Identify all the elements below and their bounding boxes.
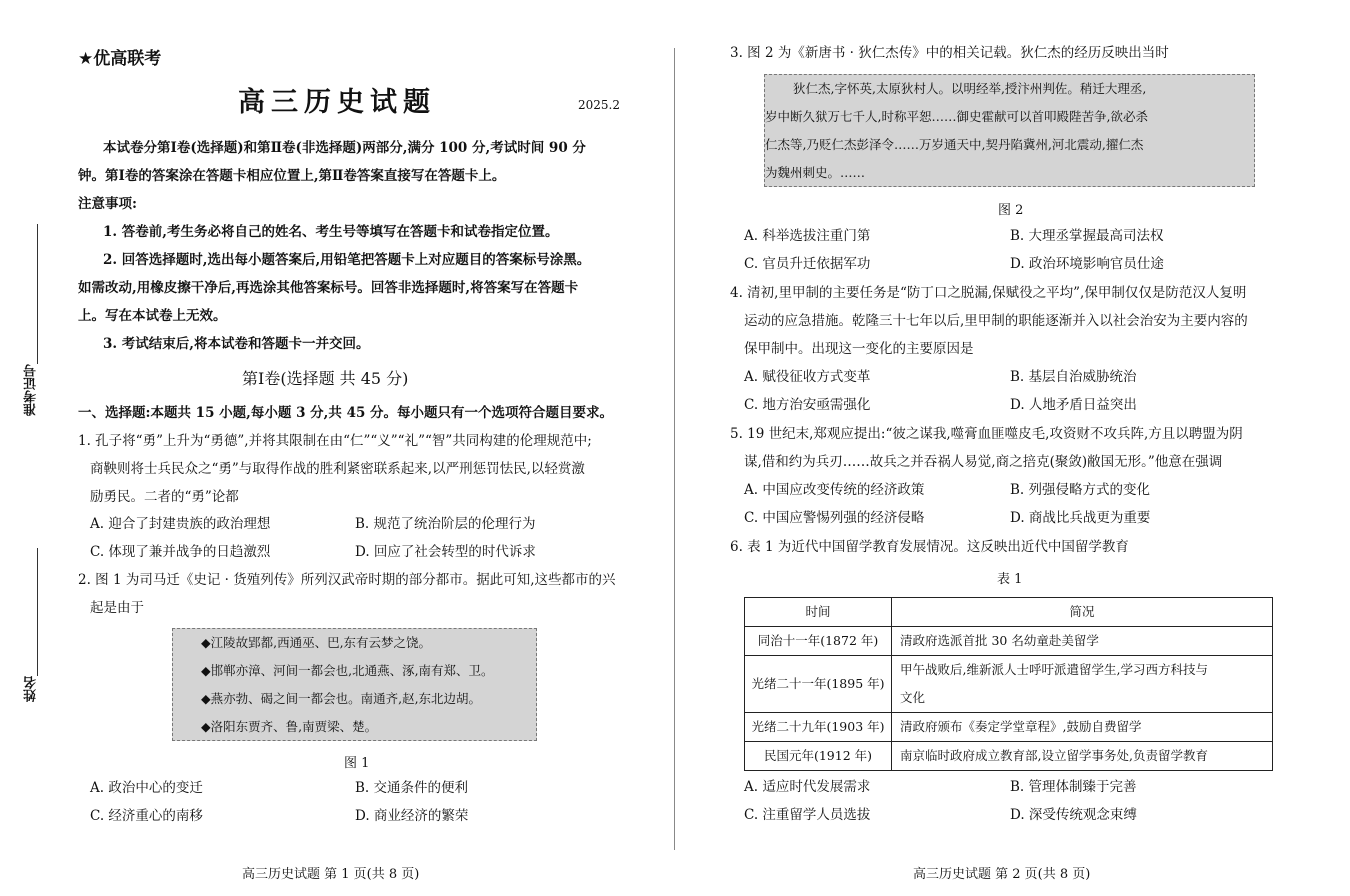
q1-option-c[interactable]: C. 体现了兼并战争的日趋激烈 — [90, 544, 271, 560]
table-cell: 清政府颁布《奏定学堂章程》,鼓励自费留学 — [892, 713, 1273, 742]
q5-stem: 5. 19 世纪末,郑观应提出:“彼之谋我,噬膏血匪噬皮毛,攻资财不攻兵阵,方且以聘盟为阴 — [730, 426, 1243, 442]
figure-1-line: ◆邯郸亦漳、河间一都会也,北通燕、涿,南有郑、卫。 — [201, 663, 494, 678]
q6-option-b[interactable]: B. 管理体制臻于完善 — [1010, 779, 1137, 795]
notice-item: 上。写在本试卷上无效。 — [78, 308, 227, 324]
table-cell: 光绪二十九年(1903 年) — [745, 713, 892, 742]
section-instructions: 一、选择题:本题共 15 小题,每小题 3 分,共 45 分。每小题只有一个选项符合题目要求。 — [78, 405, 614, 421]
q2-option-a[interactable]: A. 政治中心的变迁 — [90, 780, 203, 796]
q1-option-d[interactable]: D. 回应了社会转型的时代诉求 — [355, 544, 536, 560]
table-header-row — [745, 598, 1273, 627]
q1-stem: 商鞅则将士兵民众之“勇”与取得作战的胜利紧密联系起来,以严刑惩罚怯民,以轻赏激 — [90, 461, 585, 477]
notice-item: 2. 回答选择题时,选出每小题答案后,用铅笔把答题卡上对应题目的答案标号涂黑。 — [103, 252, 591, 268]
q4-option-b[interactable]: B. 基层自治威胁统治 — [1010, 369, 1137, 385]
q2-stem: 起是由于 — [90, 600, 144, 616]
q5-option-c[interactable]: C. 中国应警惕列强的经济侵略 — [744, 510, 925, 526]
page-footer-left: 高三历史试题 第 1 页(共 8 页) — [242, 867, 420, 882]
q2-option-d[interactable]: D. 商业经济的繁荣 — [355, 808, 469, 824]
q1-stem: 1. 孔子将“勇”上升为“勇德”,并将其限制在由“仁”“义”“礼”“智”共同构建的伦理规范中; — [78, 433, 592, 449]
q3-option-d[interactable]: D. 政治环境影响官员仕途 — [1010, 256, 1164, 272]
q6-option-c[interactable]: C. 注重留学人员选拔 — [744, 807, 871, 823]
q3-option-c[interactable]: C. 官员升迁依据军功 — [744, 256, 871, 272]
q5-option-d[interactable]: D. 商战比兵战更为重要 — [1010, 510, 1151, 526]
q4-stem: 4. 清初,里甲制的主要任务是“防丁口之脱漏,保赋役之平均”,保甲制仅仅是防范汉人复明 — [730, 285, 1247, 301]
figure-2-line: 为魏州刺史。…… — [765, 165, 866, 180]
name-label: 姓名 — [24, 676, 39, 702]
table-header-cell: 简况 — [892, 598, 1273, 627]
q5-stem: 谋,借和约为兵刃……故兵之并吞祸人易觉,商之掊克(聚敛)敝国无形。”他意在强调 — [744, 454, 1223, 470]
q3-option-b[interactable]: B. 大理丞掌握最高司法权 — [1010, 228, 1164, 244]
table-header-cell: 时间 — [745, 598, 892, 627]
notice-item: 如需改动,用橡皮擦干净后,再选涂其他答案标号。回答非选择题时,将答案写在答题卡 — [78, 280, 579, 296]
table-row — [745, 713, 1273, 742]
table-row — [745, 656, 1273, 713]
q4-option-c[interactable]: C. 地方治安亟需强化 — [744, 397, 871, 413]
exam-number-line — [37, 224, 38, 364]
exam-number-label: 准考证号 — [24, 364, 39, 416]
q4-option-d[interactable]: D. 人地矛盾日益突出 — [1010, 397, 1137, 413]
figure-2-box — [764, 74, 1255, 187]
figure-2-line: 狄仁杰,字怀英,太原狄村人。以明经举,授汴州判佐。稍迁大理丞, — [793, 81, 1147, 96]
q1-option-b[interactable]: B. 规范了统治阶层的伦理行为 — [355, 516, 536, 532]
q2-option-c[interactable]: C. 经济重心的南移 — [90, 808, 203, 824]
exam-date: 2025.2 — [578, 98, 620, 112]
q4-stem: 运动的应急措施。乾隆三十七年以后,里甲制的职能逐渐并入以社会治安为主要内容的 — [744, 313, 1248, 329]
q6-stem: 6. 表 1 为近代中国留学教育发展情况。这反映出近代中国留学教育 — [730, 539, 1129, 555]
name-line — [37, 548, 38, 676]
figure-1-line: ◆洛阳东贾齐、鲁,南贾梁、楚。 — [201, 719, 378, 734]
table-1-title: 表 1 — [997, 572, 1023, 587]
q1-stem: 励勇民。二者的“勇”论都 — [90, 489, 239, 505]
q3-stem: 3. 图 2 为《新唐书 · 狄仁杰传》中的相关记载。狄仁杰的经历反映出当时 — [730, 45, 1169, 61]
q3-option-a[interactable]: A. 科举选拔注重门第 — [744, 228, 871, 244]
table-cell: 南京临时政府成立教育部,设立留学事务处,负责留学教育 — [892, 742, 1273, 771]
page-divider — [674, 48, 675, 850]
q5-option-b[interactable]: B. 列强侵略方式的变化 — [1010, 482, 1151, 498]
intro-line: 钟。第Ⅰ卷的答案涂在答题卡相应位置上,第Ⅱ卷答案直接写在答题卡上。 — [78, 168, 506, 184]
q6-option-d[interactable]: D. 深受传统观念束缚 — [1010, 807, 1137, 823]
figure-2-caption: 图 2 — [998, 203, 1024, 218]
q6-option-a[interactable]: A. 适应时代发展需求 — [744, 779, 871, 795]
q4-stem: 保甲制中。出现这一变化的主要原因是 — [744, 341, 974, 357]
table-cell-line: 文化 — [900, 690, 926, 705]
table-cell: 清政府选派首批 30 名幼童赴美留学 — [892, 627, 1273, 656]
table-row — [745, 742, 1273, 771]
figure-1-line: ◆江陵故郢都,西通巫、巴,东有云梦之饶。 — [201, 635, 432, 650]
table-cell: 民国元年(1912 年) — [745, 742, 892, 771]
table-cell: 光绪二十一年(1895 年) — [745, 656, 892, 713]
table-cell: 同治十一年(1872 年) — [745, 627, 892, 656]
figure-1-line: ◆燕亦勃、碣之间一都会也。南通齐,赵,东北边胡。 — [201, 691, 482, 706]
notice-heading: 注意事项: — [78, 196, 137, 212]
intro-line: 本试卷分第Ⅰ卷(选择题)和第Ⅱ卷(非选择题)两部分,满分 100 分,考试时间 90 分 — [103, 140, 586, 156]
table-row — [745, 627, 1273, 656]
q5-option-a[interactable]: A. 中国应改变传统的经济政策 — [744, 482, 925, 498]
figure-1-caption: 图 1 — [344, 756, 370, 771]
q1-option-a[interactable]: A. 迎合了封建贵族的政治理想 — [90, 516, 271, 532]
figure-2-line: 岁中断久狱万七千人,时称平恕……御史霍献可以首叩殿陛苦争,欲必杀 — [765, 109, 1148, 124]
section-title: 第Ⅰ卷(选择题 共 45 分) — [242, 369, 409, 388]
page-footer-right: 高三历史试题 第 2 页(共 8 页) — [913, 867, 1091, 882]
table-1 — [744, 597, 1273, 771]
q2-stem: 2. 图 1 为司马迁《史记 · 货殖列传》所列汉武帝时期的部分都市。据此可知,这些都市的兴 — [78, 572, 616, 588]
table-cell — [892, 656, 1273, 713]
figure-2-line: 仁杰等,乃贬仁杰彭泽令……万岁通天中,契丹陷冀州,河北震动,擢仁杰 — [765, 137, 1144, 152]
figure-1-box — [172, 628, 537, 741]
notice-item: 3. 考试结束后,将本试卷和答题卡一并交回。 — [103, 336, 370, 352]
notice-item: 1. 答卷前,考生务必将自己的姓名、考生号等填写在答题卡和试卷指定位置。 — [103, 224, 559, 240]
q4-option-a[interactable]: A. 赋役征收方式变革 — [744, 369, 871, 385]
brand-label: ★优高联考 — [78, 49, 162, 69]
exam-title: 高三历史试题 — [238, 87, 436, 118]
table-cell-line: 甲午战败后,维新派人士呼吁派遣留学生,学习西方科技与 — [900, 662, 1208, 677]
q2-option-b[interactable]: B. 交通条件的便利 — [355, 780, 469, 796]
